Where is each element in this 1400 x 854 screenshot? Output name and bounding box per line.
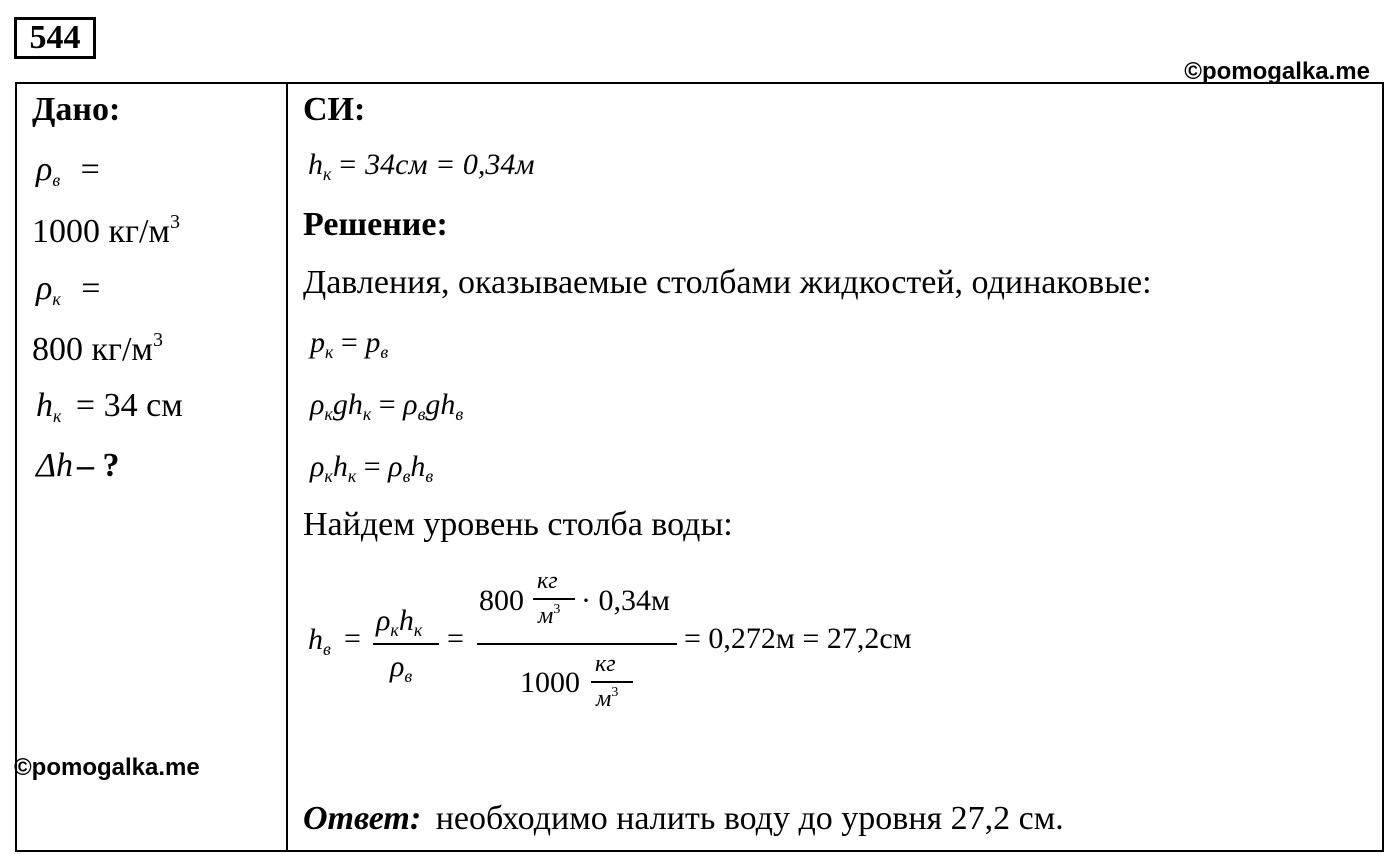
given-height: $h_к = 34$ см	[36, 387, 183, 426]
formula-pressure-equal: $p_к = p_в$	[310, 326, 389, 362]
si-header: СИ:	[303, 91, 366, 128]
fraction2-num-rest: · 0,34м	[581, 584, 670, 617]
formula-rho-g-h: $\rho_кgh_к = \rho_вgh_в$	[310, 388, 464, 424]
fraction2-den-unit-m: $м^3$	[596, 685, 619, 712]
fraction1-denominator: $\rho_в$	[390, 650, 413, 686]
solution-text-pressures: Давления, оказываемые столбами жидкостей, одинаковые:	[303, 264, 1152, 301]
fraction2-den-value: 1000	[520, 666, 580, 699]
final-eq-2: =	[447, 622, 464, 655]
formula-rho-h: $\rho_кh_к = \rho_вh_в$	[310, 450, 434, 486]
fraction2-num-value: 800	[479, 584, 524, 617]
fraction2-num-unit-m: $м^3$	[538, 602, 561, 629]
given-rho-kerosene-value: 800 $кг/м^3$	[32, 329, 163, 368]
final-eq-1: =	[344, 622, 361, 655]
given-find: Δh – ?	[36, 447, 120, 484]
watermark-bottom: ©pomogalka.me	[14, 754, 200, 781]
fraction1-numerator: $\rho_кh_к$	[376, 604, 423, 640]
given-header: Дано:	[32, 91, 121, 128]
fraction2-num-unit-bar	[533, 598, 575, 600]
final-result: = 0,272м = 27,2см	[684, 622, 912, 655]
given-rho-water: $\rho_в$ =	[36, 151, 100, 190]
answer-text: необходимо налить воду до уровня 27,2 см.	[435, 800, 1064, 837]
answer-label: Ответ:	[303, 800, 422, 837]
fraction2-bar	[477, 643, 677, 645]
given-rho-kerosene: $\rho_к$ =	[36, 270, 101, 309]
final-lhs: $h_в$	[308, 623, 331, 659]
solution-header: Решение:	[303, 206, 448, 243]
solution-text-water-level: Найдем уровень столба воды:	[303, 506, 733, 543]
fraction1-bar	[373, 643, 439, 645]
answer-line	[303, 802, 1064, 836]
watermark-top: ©pomogalka.me	[1184, 58, 1370, 85]
fraction2-den-unit-bar	[591, 681, 633, 683]
problem-number: 544	[14, 17, 96, 59]
fraction2-den-unit-kg: кг	[595, 651, 616, 677]
given-rho-water-value: 1000 $кг/м^3$	[32, 211, 180, 250]
si-conversion: $h_к = 34см = 0,34м$	[308, 148, 535, 184]
fraction2-num-unit-kg: кг	[537, 568, 558, 594]
column-divider	[286, 82, 288, 852]
solution-table	[15, 82, 1384, 852]
